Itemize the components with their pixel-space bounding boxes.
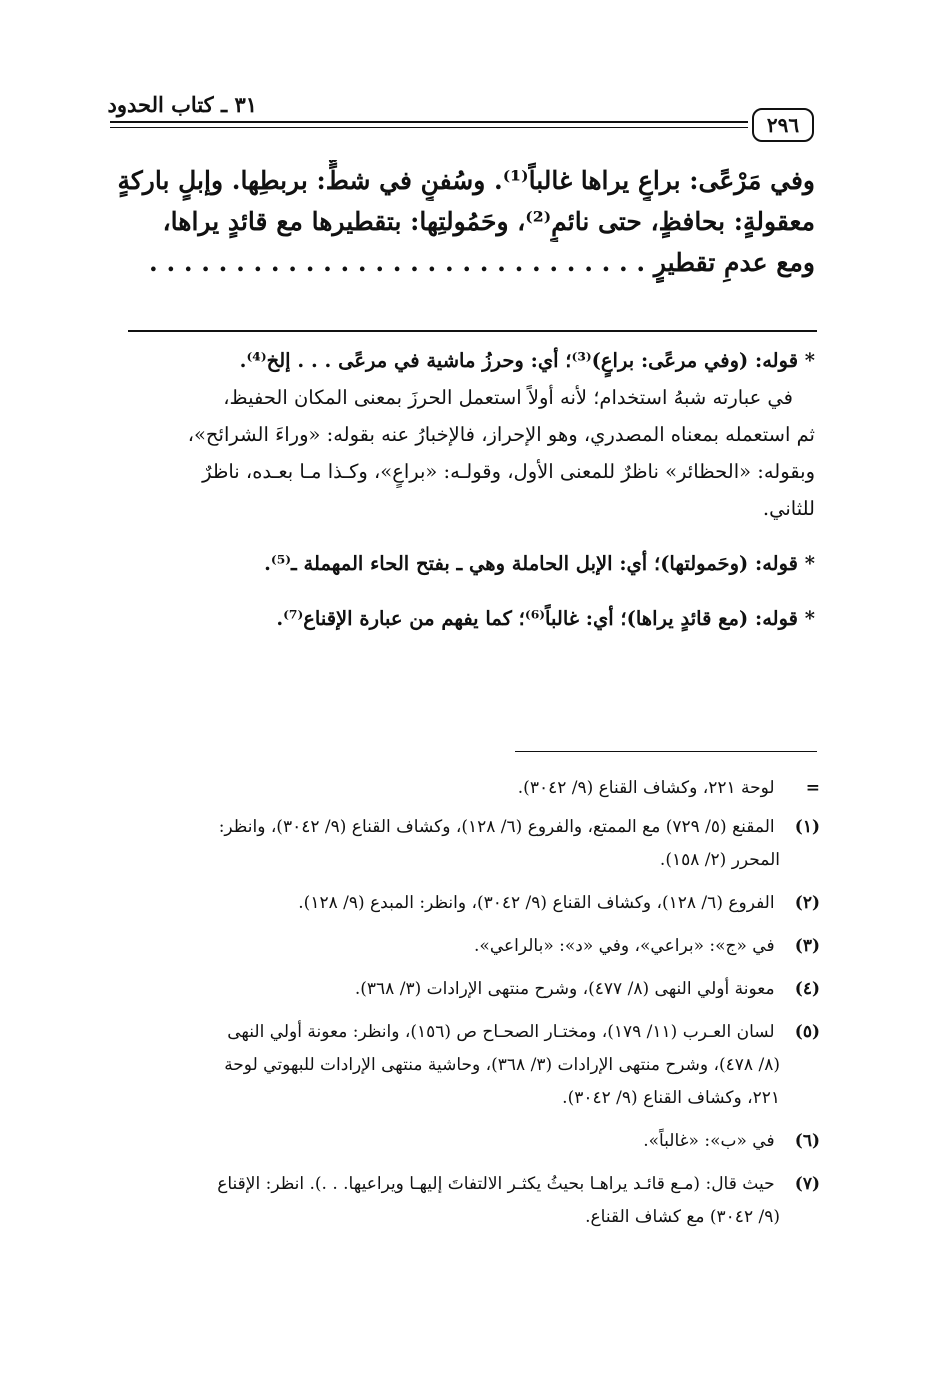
commentary-entry: * قوله: (وفي مرعًى: براعٍ)⁽³⁾؛ أي: وحرزُ ماشية في مرعًى . . . إلخ⁽⁴⁾. (239, 349, 815, 372)
page-number-box: ٢٩٦ (752, 108, 814, 142)
footnote-text: معونة أولي النهى (٨/ ٤٧٧)، وشرح منتهى الإرادات (٣/ ٣٦٨). (354, 979, 775, 999)
footnote-number: (٧) (794, 1174, 820, 1194)
footnote-6 (120, 1125, 820, 1158)
footnote-text: الفروع (٦/ ١٢٨)، وكشاف القناع (٩/ ٣٠٤٢)، وانظر: المبدع (٩/ ١٢٨). (298, 893, 775, 913)
matn-separator-rule (128, 330, 817, 332)
footnote-number: (٦) (794, 1131, 820, 1151)
footnote-1-cont: المحرر (٢/ ١٥٨). (659, 850, 780, 870)
footnote-text: حيث قال: (مـع قائـد يراهـا بحيثُ يكثـر الالتفاتَ إليهـا ويراعيها. . .). انظر: الإقناع (217, 1174, 775, 1194)
footnote-7 (120, 1168, 820, 1201)
footnote-1 (120, 811, 820, 844)
commentary-line: ثم استعمله بمعناه المصدري، وهو الإحراز، فالإخبارُ عنه بقوله: «وراءَ الشرائح»، (187, 423, 815, 446)
footnote-text: في «ج»: «براعي»، وفي «د»: «بالراعي». (474, 936, 775, 956)
commentary-block (125, 342, 815, 637)
footnote-marker: = (805, 778, 820, 798)
matn-line: وفي مَرْعًى: براعٍ يراها غالباً⁽¹⁾. وسُفنٍ في شطٍّ: بربطِها. وإبلٍ باركةٍ (117, 166, 815, 195)
commentary-line: للثاني. (762, 497, 815, 520)
footnote-5-cont: ٢٢١، وكشاف القناع (٩/ ٣٠٤٢). (562, 1088, 780, 1108)
footnote-5-cont: (٨/ ٤٧٨)، وشرح منتهى الإرادات (٣/ ٣٦٨)، وحاشية منتهى الإرادات للبهوتي لوحة (224, 1055, 780, 1075)
footnote-text: لوحة ٢٢١، وكشاف القناع (٩/ ٣٠٤٢). (517, 778, 775, 798)
commentary-entry: * قوله: (وحَمولتها)؛ أي: الإبل الحاملة وهي ـ بفتح الحاء المهملة ـ⁽⁵⁾. (264, 552, 815, 575)
footnote-number: (٣) (794, 936, 820, 956)
footnote-number: (١) (794, 817, 820, 837)
footnotes-block (120, 772, 820, 1234)
commentary-line: في عبارته شبهُ استخدام؛ لأنه أولاً استعمل الحرزَ بمعنى المكان الحفيظ، (223, 386, 793, 409)
running-header-title: ٣١ ـ كتاب الحدود (107, 92, 257, 117)
footnote-text: لسان العـرب (١١/ ١٧٩)، ومختـار الصحـاح ص (١٥٦)، وانظر: معونة أولي النهى (227, 1022, 775, 1042)
footnote-text: المقنع (٥/ ٧٢٩) مع الممتع، والفروع (٦/ ١٢٨)، وكشاف القناع (٩/ ٣٠٤٢)، وانظر: (218, 817, 775, 837)
footnote-number: (٥) (794, 1022, 820, 1042)
footnote-3 (120, 930, 820, 963)
footnote-separator-rule (515, 751, 817, 752)
commentary-entry: * قوله: (مع قائدٍ يراها)؛ أي: غالباً⁽⁶⁾؛ كما يفهم من عبارة الإقناع⁽⁷⁾. (276, 607, 815, 630)
footnote-number: (٢) (794, 893, 820, 913)
footnote-number: (٤) (794, 979, 820, 999)
footnote-text: في «ب»: «غالباً». (643, 1131, 775, 1151)
matn-line: معقولةٍ: بحافظٍ، حتى نائمٍ⁽²⁾، وحَمُولتِها: بتقطيرها مع قائدٍ يراها، (162, 207, 815, 236)
matn-line: ومع عدمِ تقطيرٍ . . . . . . . . . . . . . . . . . . . . . . . . . . . . . (149, 248, 815, 277)
header-rule-thin (110, 127, 748, 128)
footnote-continuation (120, 772, 820, 805)
footnote-7-cont: (٩/ ٣٠٤٢) مع كشاف القناع. (585, 1207, 780, 1227)
header-rule-thick (110, 121, 748, 123)
footnote-2 (120, 887, 820, 920)
footnote-5 (120, 1016, 820, 1049)
matn-block (115, 160, 815, 283)
commentary-line: وبقوله: «الحظائر» ناظرٌ للمعنى الأول، وقولـه: «براعٍ»، وكـذا مـا بعـده، ناظرٌ (202, 460, 815, 483)
footnote-4 (120, 973, 820, 1006)
